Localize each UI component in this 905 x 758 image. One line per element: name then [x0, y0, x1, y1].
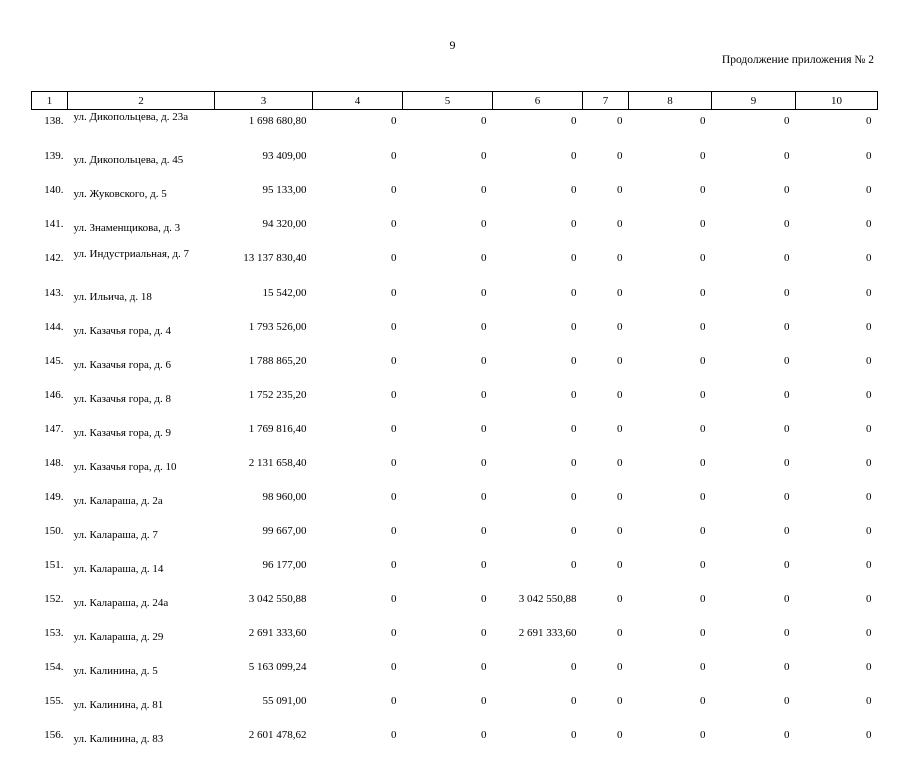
- address-cell: ул. Калинина, д. 5: [68, 656, 215, 690]
- value-cell-4: 0: [313, 486, 403, 520]
- value-cell-9: 0: [712, 622, 796, 656]
- row-number: 148.: [32, 452, 68, 486]
- value-cell-7: 0: [583, 247, 629, 282]
- table-body: [32, 110, 878, 758]
- value-cell-8: 0: [629, 247, 712, 282]
- value-cell-6: 0: [493, 145, 583, 179]
- table-row: [32, 316, 878, 350]
- value-cell-9: 0: [712, 554, 796, 588]
- value-cell-3: 2 601 478,62: [215, 724, 313, 758]
- value-cell-9: 0: [712, 384, 796, 418]
- value-cell-7: 0: [583, 724, 629, 758]
- value-cell-3: 1 793 526,00: [215, 316, 313, 350]
- row-number: 147.: [32, 418, 68, 452]
- table-row: [32, 247, 878, 282]
- value-cell-7: 0: [583, 350, 629, 384]
- value-cell-9: 0: [712, 452, 796, 486]
- value-cell-7: 0: [583, 213, 629, 247]
- address-cell: ул. Калараша, д. 24а: [68, 588, 215, 622]
- table-row: [32, 690, 878, 724]
- value-cell-3: 13 137 830,40: [215, 247, 313, 282]
- table-row: [32, 724, 878, 758]
- value-cell-3: 1 752 235,20: [215, 384, 313, 418]
- table-row: [32, 554, 878, 588]
- value-cell-10: 0: [796, 486, 878, 520]
- row-number: 146.: [32, 384, 68, 418]
- value-cell-6: 0: [493, 282, 583, 316]
- value-cell-7: 0: [583, 145, 629, 179]
- value-cell-9: 0: [712, 724, 796, 758]
- value-cell-9: 0: [712, 690, 796, 724]
- value-cell-10: 0: [796, 418, 878, 452]
- value-cell-3: 94 320,00: [215, 213, 313, 247]
- value-cell-8: 0: [629, 656, 712, 690]
- table-row: [32, 588, 878, 622]
- value-cell-9: 0: [712, 282, 796, 316]
- row-number: 150.: [32, 520, 68, 554]
- value-cell-3: 1 769 816,40: [215, 418, 313, 452]
- value-cell-4: 0: [313, 179, 403, 213]
- value-cell-10: 0: [796, 690, 878, 724]
- value-cell-3: 93 409,00: [215, 145, 313, 179]
- value-cell-3: 98 960,00: [215, 486, 313, 520]
- value-cell-8: 0: [629, 724, 712, 758]
- value-cell-7: 0: [583, 179, 629, 213]
- row-number: 155.: [32, 690, 68, 724]
- value-cell-10: 0: [796, 213, 878, 247]
- value-cell-5: 0: [403, 724, 493, 758]
- value-cell-8: 0: [629, 350, 712, 384]
- value-cell-5: 0: [403, 316, 493, 350]
- address-cell: ул. Казачья гора, д. 8: [68, 384, 215, 418]
- value-cell-7: 0: [583, 452, 629, 486]
- value-cell-4: 0: [313, 520, 403, 554]
- value-cell-4: 0: [313, 724, 403, 758]
- value-cell-7: 0: [583, 282, 629, 316]
- value-cell-8: 0: [629, 418, 712, 452]
- value-cell-7: 0: [583, 418, 629, 452]
- value-cell-5: 0: [403, 622, 493, 656]
- row-number: 152.: [32, 588, 68, 622]
- value-cell-6: 0: [493, 656, 583, 690]
- table-header: [32, 92, 878, 110]
- value-cell-8: 0: [629, 452, 712, 486]
- value-cell-8: 0: [629, 316, 712, 350]
- value-cell-6: 0: [493, 316, 583, 350]
- table-row: [32, 110, 878, 146]
- value-cell-7: 0: [583, 588, 629, 622]
- address-cell: ул. Калинина, д. 83: [68, 724, 215, 758]
- value-cell-8: 0: [629, 384, 712, 418]
- value-cell-3: 5 163 099,24: [215, 656, 313, 690]
- value-cell-4: 0: [313, 418, 403, 452]
- value-cell-6: 0: [493, 690, 583, 724]
- row-number: 142.: [32, 247, 68, 282]
- value-cell-6: 0: [493, 384, 583, 418]
- value-cell-9: 0: [712, 110, 796, 146]
- value-cell-8: 0: [629, 554, 712, 588]
- row-number: 143.: [32, 282, 68, 316]
- row-number: 154.: [32, 656, 68, 690]
- column-header-10: 10: [796, 92, 878, 110]
- address-cell: ул. Дикопольцева, д. 45: [68, 145, 215, 179]
- address-cell: ул. Калараша, д. 7: [68, 520, 215, 554]
- value-cell-10: 0: [796, 145, 878, 179]
- table-row: [32, 384, 878, 418]
- value-cell-6: 0: [493, 247, 583, 282]
- column-header-1: 1: [32, 92, 68, 110]
- column-header-7: 7: [583, 92, 629, 110]
- row-number: 138.: [32, 110, 68, 146]
- value-cell-10: 0: [796, 316, 878, 350]
- column-header-9: 9: [712, 92, 796, 110]
- address-cell: ул. Калараша, д. 2а: [68, 486, 215, 520]
- table-row: [32, 213, 878, 247]
- address-cell: ул. Жуковского, д. 5: [68, 179, 215, 213]
- value-cell-10: 0: [796, 247, 878, 282]
- value-cell-4: 0: [313, 282, 403, 316]
- value-cell-8: 0: [629, 282, 712, 316]
- value-cell-6: 0: [493, 452, 583, 486]
- value-cell-4: 0: [313, 145, 403, 179]
- value-cell-6: 3 042 550,88: [493, 588, 583, 622]
- value-cell-6: 0: [493, 350, 583, 384]
- value-cell-8: 0: [629, 486, 712, 520]
- value-cell-3: 3 042 550,88: [215, 588, 313, 622]
- value-cell-6: 0: [493, 554, 583, 588]
- continuation-label: Продолжение приложения № 2: [722, 54, 874, 66]
- value-cell-10: 0: [796, 656, 878, 690]
- value-cell-10: 0: [796, 110, 878, 146]
- value-cell-4: 0: [313, 622, 403, 656]
- value-cell-7: 0: [583, 622, 629, 656]
- value-cell-4: 0: [313, 554, 403, 588]
- value-cell-10: 0: [796, 520, 878, 554]
- value-cell-4: 0: [313, 690, 403, 724]
- value-cell-4: 0: [313, 316, 403, 350]
- value-cell-10: 0: [796, 452, 878, 486]
- row-number: 145.: [32, 350, 68, 384]
- row-number: 141.: [32, 213, 68, 247]
- value-cell-5: 0: [403, 554, 493, 588]
- value-cell-5: 0: [403, 110, 493, 146]
- value-cell-10: 0: [796, 554, 878, 588]
- value-cell-10: 0: [796, 179, 878, 213]
- column-header-5: 5: [403, 92, 493, 110]
- value-cell-8: 0: [629, 179, 712, 213]
- table-row: [32, 452, 878, 486]
- value-cell-9: 0: [712, 179, 796, 213]
- value-cell-7: 0: [583, 656, 629, 690]
- value-cell-5: 0: [403, 282, 493, 316]
- value-cell-3: 1 788 865,20: [215, 350, 313, 384]
- data-table: [31, 91, 878, 758]
- value-cell-9: 0: [712, 350, 796, 384]
- value-cell-9: 0: [712, 418, 796, 452]
- value-cell-5: 0: [403, 213, 493, 247]
- table-row: [32, 145, 878, 179]
- value-cell-6: 0: [493, 418, 583, 452]
- row-number: 140.: [32, 179, 68, 213]
- value-cell-8: 0: [629, 588, 712, 622]
- address-cell: ул. Казачья гора, д. 9: [68, 418, 215, 452]
- value-cell-9: 0: [712, 316, 796, 350]
- table-row: [32, 656, 878, 690]
- column-header-8: 8: [629, 92, 712, 110]
- address-cell: ул. Калараша, д. 14: [68, 554, 215, 588]
- value-cell-7: 0: [583, 316, 629, 350]
- value-cell-6: 0: [493, 724, 583, 758]
- value-cell-10: 0: [796, 588, 878, 622]
- value-cell-5: 0: [403, 588, 493, 622]
- value-cell-10: 0: [796, 622, 878, 656]
- page-number: 9: [0, 38, 905, 53]
- value-cell-7: 0: [583, 520, 629, 554]
- value-cell-4: 0: [313, 384, 403, 418]
- table-row: [32, 179, 878, 213]
- row-number: 149.: [32, 486, 68, 520]
- column-header-4: 4: [313, 92, 403, 110]
- value-cell-5: 0: [403, 418, 493, 452]
- column-header-3: 3: [215, 92, 313, 110]
- value-cell-4: 0: [313, 350, 403, 384]
- value-cell-9: 0: [712, 486, 796, 520]
- value-cell-9: 0: [712, 145, 796, 179]
- value-cell-5: 0: [403, 690, 493, 724]
- value-cell-4: 0: [313, 452, 403, 486]
- value-cell-5: 0: [403, 179, 493, 213]
- value-cell-3: 95 133,00: [215, 179, 313, 213]
- value-cell-7: 0: [583, 690, 629, 724]
- value-cell-8: 0: [629, 622, 712, 656]
- value-cell-9: 0: [712, 213, 796, 247]
- value-cell-5: 0: [403, 486, 493, 520]
- table-row: [32, 350, 878, 384]
- row-number: 153.: [32, 622, 68, 656]
- value-cell-4: 0: [313, 588, 403, 622]
- table-row: [32, 282, 878, 316]
- value-cell-4: 0: [313, 213, 403, 247]
- value-cell-3: 15 542,00: [215, 282, 313, 316]
- value-cell-5: 0: [403, 656, 493, 690]
- table-row: [32, 418, 878, 452]
- header-row: [32, 92, 878, 110]
- value-cell-9: 0: [712, 520, 796, 554]
- value-cell-5: 0: [403, 520, 493, 554]
- address-cell: ул. Казачья гора, д. 4: [68, 316, 215, 350]
- value-cell-5: 0: [403, 350, 493, 384]
- value-cell-9: 0: [712, 247, 796, 282]
- value-cell-7: 0: [583, 384, 629, 418]
- address-cell: ул. Калараша, д. 29: [68, 622, 215, 656]
- value-cell-8: 0: [629, 145, 712, 179]
- value-cell-3: 2 691 333,60: [215, 622, 313, 656]
- value-cell-7: 0: [583, 486, 629, 520]
- value-cell-10: 0: [796, 350, 878, 384]
- value-cell-9: 0: [712, 656, 796, 690]
- row-number: 144.: [32, 316, 68, 350]
- value-cell-3: 1 698 680,80: [215, 110, 313, 146]
- address-cell: ул. Калинина, д. 81: [68, 690, 215, 724]
- value-cell-10: 0: [796, 282, 878, 316]
- value-cell-6: 0: [493, 179, 583, 213]
- address-cell: ул. Казачья гора, д. 6: [68, 350, 215, 384]
- value-cell-4: 0: [313, 110, 403, 146]
- value-cell-10: 0: [796, 384, 878, 418]
- value-cell-10: 0: [796, 724, 878, 758]
- value-cell-6: 0: [493, 110, 583, 146]
- value-cell-7: 0: [583, 554, 629, 588]
- value-cell-5: 0: [403, 145, 493, 179]
- value-cell-5: 0: [403, 384, 493, 418]
- row-number: 156.: [32, 724, 68, 758]
- value-cell-3: 2 131 658,40: [215, 452, 313, 486]
- address-cell: ул. Ильича, д. 18: [68, 282, 215, 316]
- value-cell-4: 0: [313, 656, 403, 690]
- address-cell: ул. Казачья гора, д. 10: [68, 452, 215, 486]
- table-row: [32, 520, 878, 554]
- address-cell: ул. Знаменщикова, д. 3: [68, 213, 215, 247]
- value-cell-3: 99 667,00: [215, 520, 313, 554]
- value-cell-6: 0: [493, 520, 583, 554]
- address-cell: ул. Индустриальная, д. 7: [68, 247, 215, 282]
- table-row: [32, 486, 878, 520]
- value-cell-8: 0: [629, 110, 712, 146]
- value-cell-6: 2 691 333,60: [493, 622, 583, 656]
- value-cell-5: 0: [403, 247, 493, 282]
- value-cell-7: 0: [583, 110, 629, 146]
- value-cell-6: 0: [493, 486, 583, 520]
- value-cell-8: 0: [629, 520, 712, 554]
- row-number: 151.: [32, 554, 68, 588]
- value-cell-3: 55 091,00: [215, 690, 313, 724]
- value-cell-6: 0: [493, 213, 583, 247]
- value-cell-4: 0: [313, 247, 403, 282]
- address-cell: ул. Дикопольцева, д. 23а: [68, 110, 215, 146]
- value-cell-9: 0: [712, 588, 796, 622]
- column-header-6: 6: [493, 92, 583, 110]
- row-number: 139.: [32, 145, 68, 179]
- column-header-2: 2: [68, 92, 215, 110]
- value-cell-5: 0: [403, 452, 493, 486]
- value-cell-3: 96 177,00: [215, 554, 313, 588]
- value-cell-8: 0: [629, 213, 712, 247]
- table-row: [32, 622, 878, 656]
- value-cell-8: 0: [629, 690, 712, 724]
